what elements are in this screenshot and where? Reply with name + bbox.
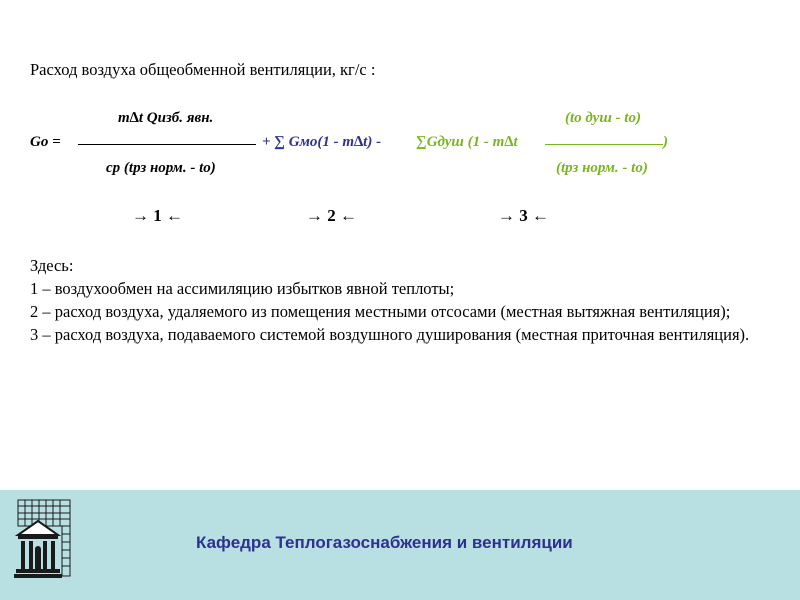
term3-denominator: (tрз норм. - tо) [556, 160, 648, 176]
department-name: Кафедра Теплогазоснабжения и вентиляции [196, 533, 573, 552]
marker-term-3: → 3 ← [498, 206, 549, 225]
term1-numerator: m∆t Qизб. явн. [118, 110, 214, 126]
university-building-logo-icon [14, 497, 74, 582]
marker-term-2: → 2 ← [306, 206, 357, 225]
term3-prefix: ∑Gдуш (1 - m∆t [416, 134, 518, 150]
notes [30, 254, 780, 346]
note-item-2: 2 – расход воздуха, удаляемого из помещения местными отсосами (местная вытяжная вентиляция); [30, 302, 731, 321]
note-item-1: 1 – воздухообмен на ассимиляцию избытков явной теплоты; [30, 279, 455, 298]
note-item-3: 3 – расход воздуха, подаваемого системой воздушного душирования (местная приточная вентиляция). [30, 325, 750, 344]
term3-numerator: (tо душ - tо) [565, 110, 641, 126]
term2-local-exhaust: + ∑ Gмо(1 - m∆t) - [262, 134, 382, 150]
term3-close: ) [663, 134, 668, 150]
term1-denominator: cр (tрз норм. - tо) [106, 160, 216, 176]
formula-heading: Расход воздуха общеобменной вентиляции, кг/с : [30, 60, 376, 79]
marker-term-1: → 1 ← [132, 206, 183, 225]
term1-fraction-bar [78, 144, 256, 145]
notes-intro: Здесь: [30, 256, 74, 275]
formula-lhs: Gо = [30, 134, 61, 150]
term3-fraction-bar [545, 144, 663, 145]
